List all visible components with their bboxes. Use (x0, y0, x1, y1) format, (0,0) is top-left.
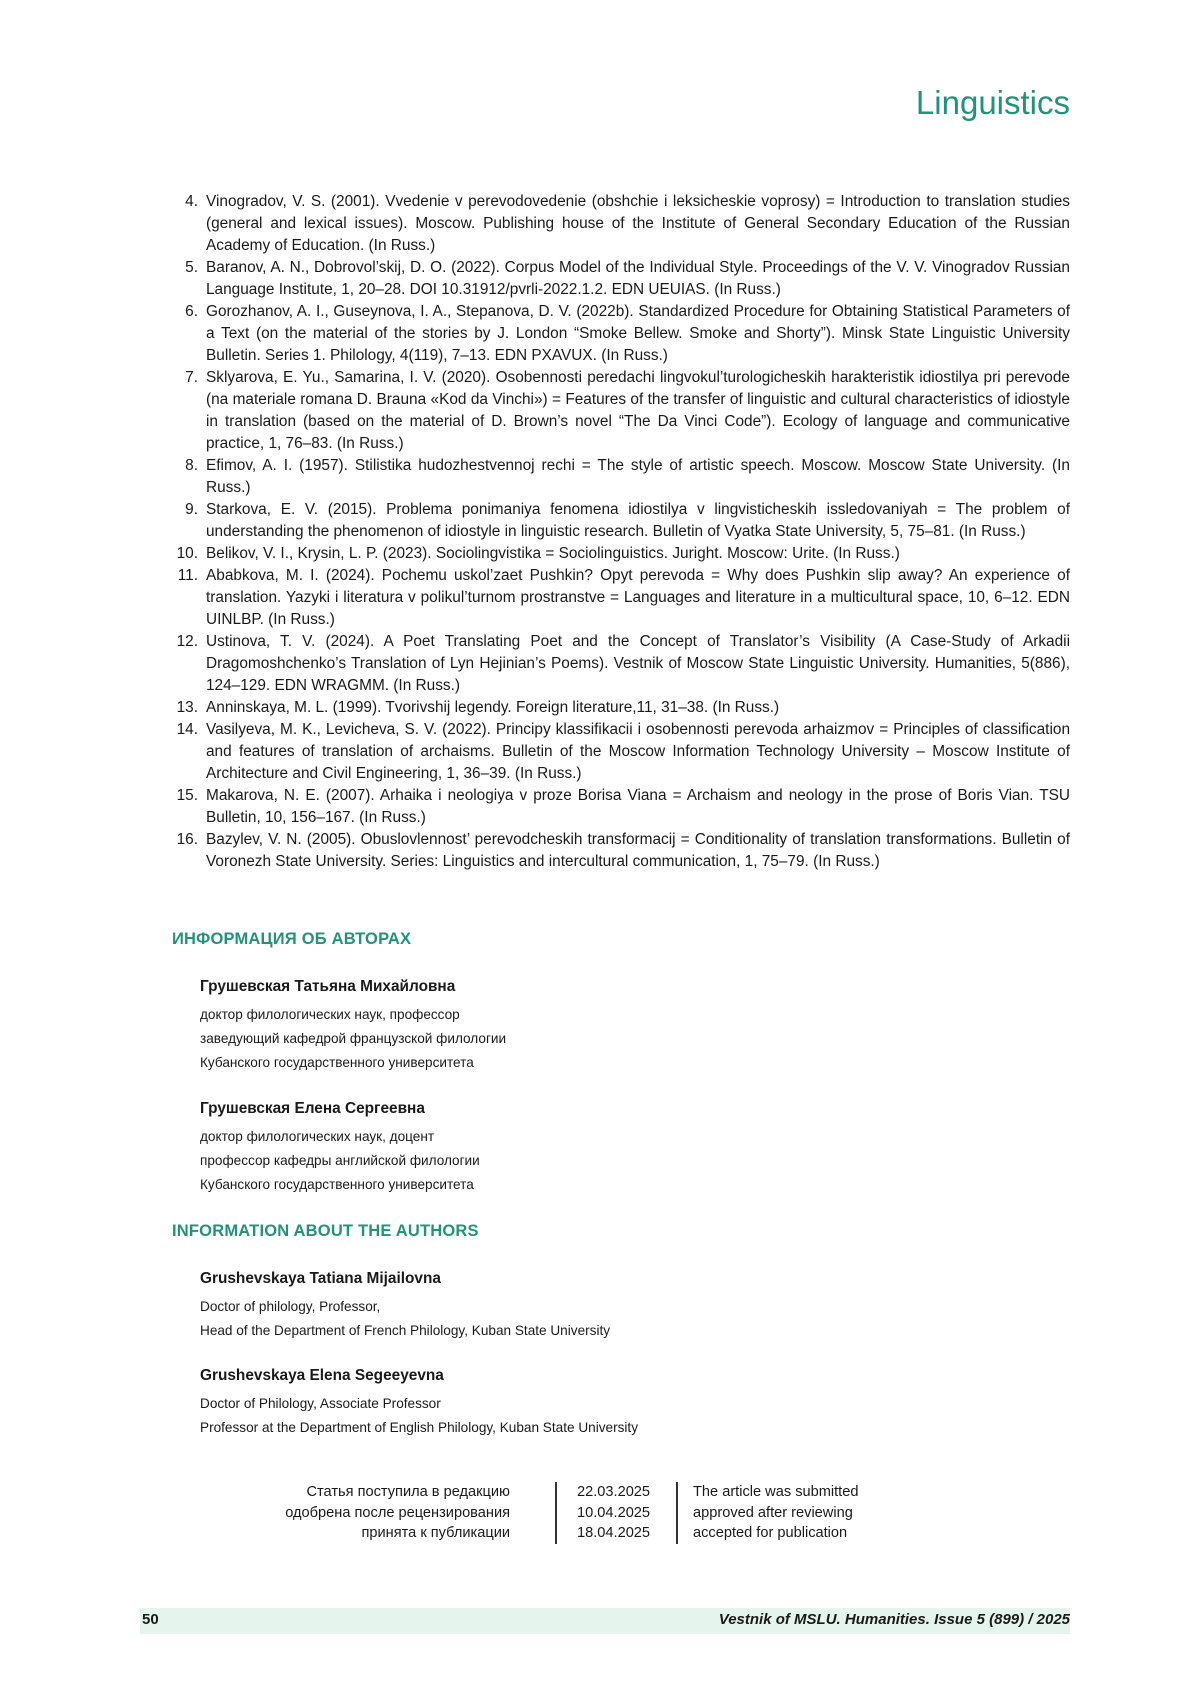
author-detail: доктор филологических наук, доцент (200, 1129, 435, 1144)
author-detail: доктор филологических наук, профессор (200, 1007, 460, 1022)
reference-item (160, 543, 1070, 565)
date-label-en: The article was submitted (693, 1484, 859, 1500)
reference-item (160, 257, 1070, 301)
reference-item (160, 719, 1070, 785)
reference-item (160, 191, 1070, 257)
reference-text: Ababkova, M. I. (2024). Pochemu uskol’zaet Pushkin? Opyt perevoda = Why does Pushkin slip away? An experience of translation. Yazyki i literatura v polikul’turnom prostranstve = Languages and literature in a multicultural space, 10, 6–12. EDN UINLBP. (In Russ.) (206, 567, 1070, 628)
author-en-1 (200, 1270, 610, 1343)
author-ru-2 (200, 1100, 480, 1197)
reference-number: 4. (185, 193, 198, 210)
author-name: Грушевская Татьяна Михайловна (200, 978, 456, 995)
reference-number: 5. (185, 259, 198, 276)
reference-text: Sklyarova, E. Yu., Samarina, I. V. (2020). Osobennosti peredachi lingvokul’turologicheskih harakteristik idiostilya pri perevode (na materiale romana D. Brauna «Kod da Vinchi») = Features of the transfer of linguistic and cultural characteristics of idiostyle in translation (based on the material of D. Brown’s novel “The Da Vinci Code”). Ecology of language and communicative practice, 1, 76–83. (In Russ.) (206, 369, 1070, 452)
author-detail: Professor at the Department of English Philology, Kuban State University (200, 1420, 638, 1435)
reference-item (160, 829, 1070, 873)
date-value: 18.04.2025 (577, 1525, 651, 1541)
reference-text: Bazylev, V. N. (2005). Obuslovlennost’ perevodcheskih transformacij = Conditionality of translation transformations. Bulletin of Voronezh State University. Series: Linguistics and intercultural communication, 1, 75–79. (In Russ.) (206, 831, 1070, 870)
date-label-en: accepted for publication (693, 1525, 848, 1541)
reference-item (160, 697, 1070, 719)
reference-list (160, 191, 1070, 873)
reference-number: 15. (176, 787, 198, 804)
reference-text: Makarova, N. E. (2007). Arhaika i neologiya v proze Borisa Viana = Archaism and neology in the prose of Boris Vian. TSU Bulletin, 10, 156–167. (In Russ.) (206, 787, 1070, 826)
reference-number: 13. (176, 699, 198, 716)
author-detail: профессор кафедры английской филологии (200, 1153, 480, 1168)
author-detail: Кубанского государственного университета (200, 1055, 474, 1070)
reference-number: 6. (185, 303, 198, 320)
reference-text: Starkova, E. V. (2015). Problema ponimaniya fenomena idiostilya v lingvisticheskih issledovaniyah = The problem of understanding the phenomenon of idiostyle in linguistic research. Bulletin of Vyatka State University, 5, 75–81. (In Russ.) (206, 501, 1070, 540)
reference-text: Ustinova, T. V. (2024). A Poet Translating Poet and the Concept of Translator’s Visibility (A Case-Study of Arkadii Dragomoshchenko’s Translation of Lyn Hejinian’s Poems). Vestnik of Moscow State Linguistic University. Humanities, 5(886), 124–129. EDN WRAGMM. (In Russ.) (206, 633, 1070, 694)
divider-line (555, 1482, 557, 1544)
author-detail: Кубанского государственного университета (200, 1177, 474, 1192)
author-detail: Doctor of philology, Professor, (200, 1299, 381, 1314)
reference-number: 12. (176, 633, 198, 650)
reference-text: Baranov, A. N., Dobrovol’skij, D. O. (2022). Corpus Model of the Individual Style. Proceedings of the V. V. Vinogradov Russian Language Institute, 1, 20–28. DOI 10.31912/pvrli-2022.1.2. EDN UEUIAS. (In Russ.) (206, 259, 1070, 298)
author-ru-1 (200, 978, 506, 1075)
reference-text: Belikov, V. I., Krysin, L. P. (2023). Sociolingvistika = Sociolinguistics. Juright. Moscow: Urite. (In Russ.) (206, 545, 900, 562)
reference-text: Efimov, A. I. (1957). Stilistika hudozhestvennoj rechi = The style of artistic speech. Moscow. Moscow State University. (In Russ.) (206, 457, 1070, 496)
dates-labels-en (693, 1482, 923, 1544)
divider-line (676, 1482, 678, 1544)
reference-item (160, 785, 1070, 829)
date-label-ru: принята к публикации (361, 1525, 510, 1541)
author-detail: заведующий кафедрой французской филологии (200, 1031, 507, 1046)
author-detail: Head of the Department of French Philology, Kuban State University (200, 1323, 611, 1338)
reference-item (160, 499, 1070, 543)
author-name: Grushevskaya Tatiana Mijailovna (200, 1270, 441, 1287)
authors-ru-heading: ИНФОРМАЦИЯ ОБ АВТОРАХ (172, 930, 412, 948)
reference-number: 14. (176, 721, 198, 738)
author-name: Грушевская Елена Сергеевна (200, 1100, 425, 1117)
author-detail: Doctor of Philology, Associate Professor (200, 1396, 441, 1411)
section-title: Linguistics (915, 84, 1070, 121)
date-label-en: approved after reviewing (693, 1504, 853, 1521)
date-value: 22.03.2025 (577, 1484, 651, 1500)
reference-number: 9. (185, 501, 198, 518)
author-en-2 (200, 1367, 638, 1440)
dates-values (577, 1482, 667, 1544)
date-label-ru: одобрена после рецензирования (285, 1504, 510, 1521)
reference-item (160, 631, 1070, 697)
date-value: 10.04.2025 (577, 1504, 651, 1521)
journal-title: Vestnik of MSLU. Humanities. Issue 5 (899) / 2025 (718, 1611, 1070, 1628)
reference-number: 16. (176, 831, 198, 848)
reference-item (160, 367, 1070, 455)
reference-number: 7. (185, 369, 198, 386)
author-name: Grushevskaya Elena Segeeyevna (200, 1367, 444, 1384)
reference-item (160, 301, 1070, 367)
reference-item (160, 455, 1070, 499)
reference-number: 11. (177, 567, 198, 584)
reference-number: 8. (185, 457, 198, 474)
reference-text: Vinogradov, V. S. (2001). Vvedenie v perevodovedenie (obshchie i leksicheskie voprosy) = Introduction to translation studies (general and lexical issues). Moscow. Publishing house of the Institute of General Secondary Education of the Russian Academy of Education. (In Russ.) (206, 193, 1070, 254)
publication-dates (270, 1482, 910, 1544)
authors-en-heading: INFORMATION ABOUT THE AUTHORS (172, 1222, 479, 1240)
reference-number: 10. (176, 545, 198, 562)
page-number: 50 (142, 1611, 159, 1628)
reference-text: Anninskaya, M. L. (1999). Tvorivshij legendy. Foreign literature,11, 31–38. (In Russ.) (206, 699, 780, 716)
reference-item (160, 565, 1070, 631)
reference-text: Vasilyeva, M. K., Levicheva, S. V. (2022). Principy klassifikacii i osobennosti perevoda arhaizmov = Principles of classification and features of translation of archaisms. Bulletin of the Moscow Information Technology University – Moscow Institute of Architecture and Civil Engineering, 1, 36–39. (In Russ.) (206, 721, 1070, 782)
date-label-ru: Статья поступила в редакцию (306, 1484, 510, 1500)
reference-text: Gorozhanov, A. I., Guseynova, I. A., Stepanova, D. V. (2022b). Standardized Procedure for Obtaining Statistical Parameters of a Text (on the material of the stories by J. London “Smoke Bellew. Smoke and Shorty”). Minsk State Linguistic University Bulletin. Series 1. Philology, 4(119), 7–13. EDN PXAVUX. (In Russ.) (206, 303, 1070, 364)
dates-labels-ru (240, 1482, 510, 1544)
